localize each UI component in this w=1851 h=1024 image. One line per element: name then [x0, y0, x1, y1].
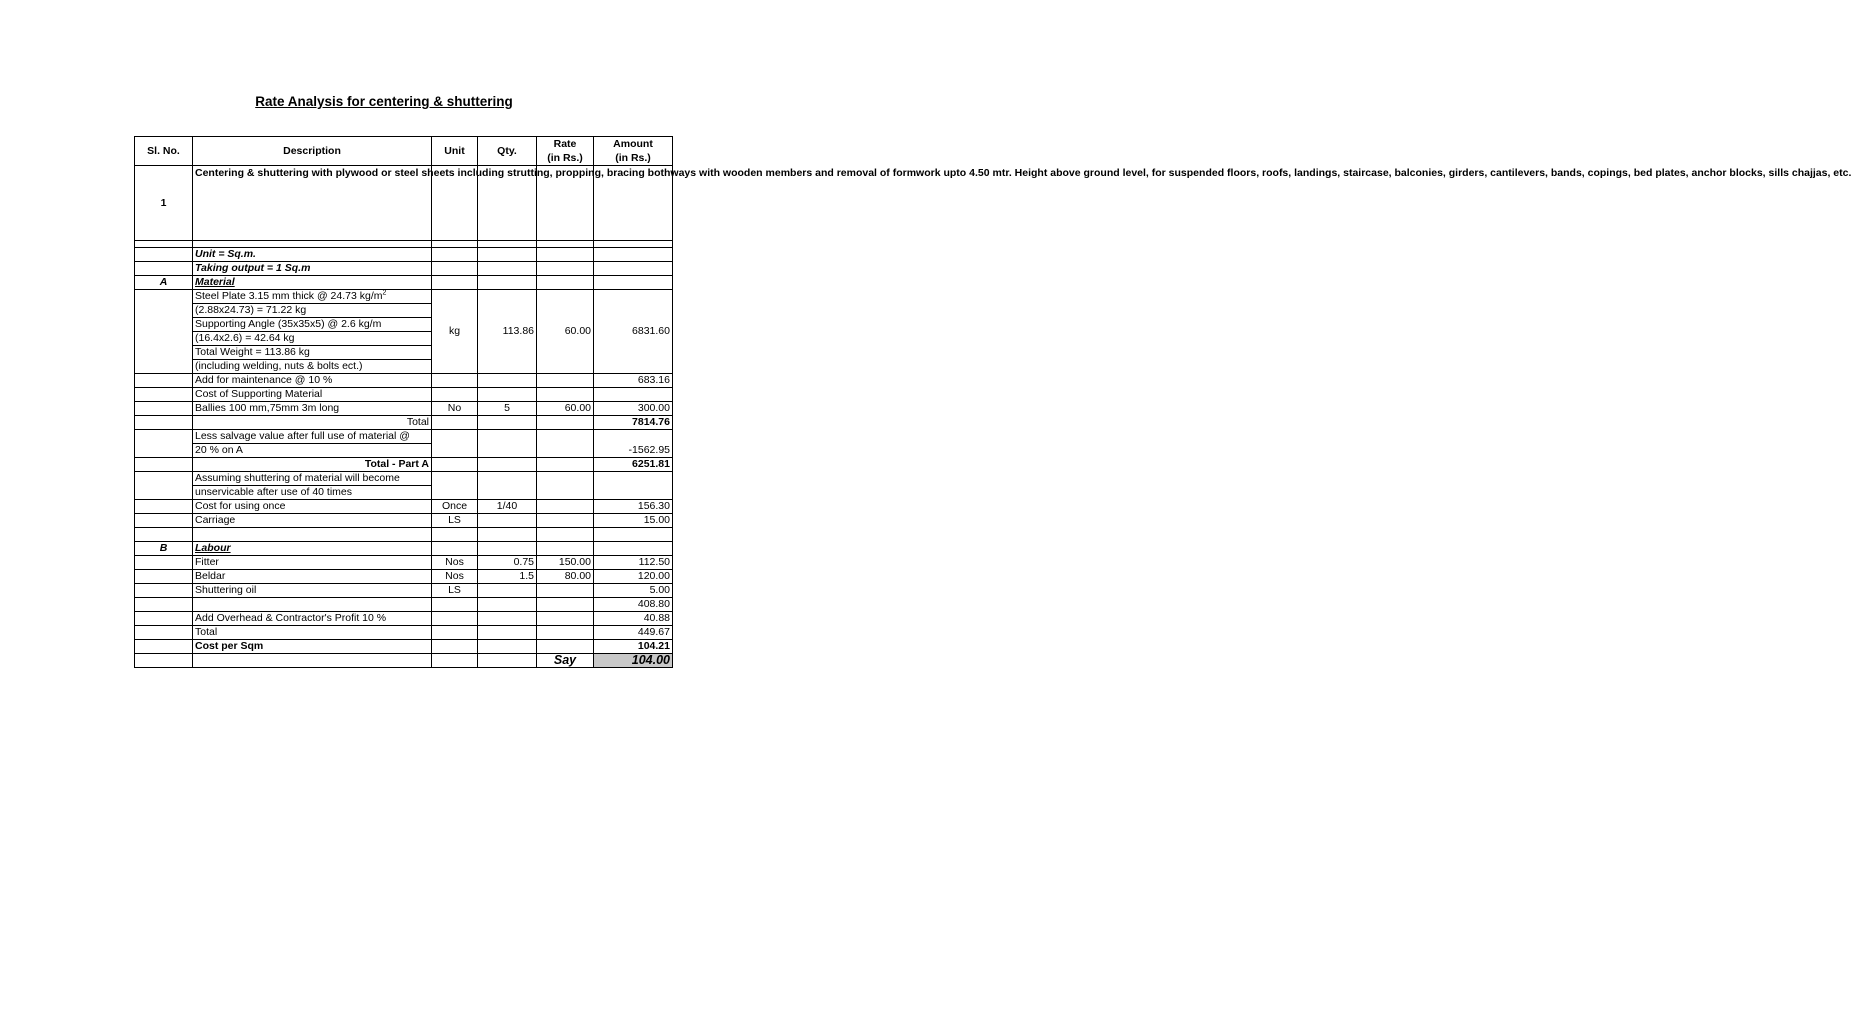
labour-unit: LS: [432, 584, 478, 598]
spacer-row: [135, 241, 673, 248]
maintenance-desc: Add for maintenance @ 10 %: [193, 374, 432, 388]
labour-rate: 80.00: [537, 570, 594, 584]
weight-amount: 6831.60: [594, 290, 673, 374]
part-a-heading-row: [135, 276, 673, 290]
total-part-a-amount: 6251.81: [594, 458, 673, 472]
steel-plate-calc: (2.88x24.73) = 71.22 kg: [193, 304, 432, 318]
carriage-row: [135, 514, 673, 528]
ballies-qty: 5: [478, 402, 537, 416]
output-line-row: [135, 262, 673, 276]
header-rate-line1: Rate: [553, 138, 577, 150]
header-amount-line2: (in Rs.): [615, 152, 651, 164]
labour-amount: 112.50: [594, 556, 673, 570]
maintenance-row: [135, 374, 673, 388]
cost-per-sqm-label: Cost per Sqm: [193, 640, 432, 654]
ballies-desc: Ballies 100 mm,75mm 3m long: [193, 402, 432, 416]
say-amount: 104.00: [594, 654, 673, 668]
assuming-row-2: [135, 486, 673, 500]
part-a-total-row: [135, 416, 673, 430]
labour-row: [135, 556, 673, 570]
steel-plate-text: Steel Plate 3.15 mm thick @ 24.73 kg/m: [195, 290, 383, 302]
labour-subtotal-row: [135, 598, 673, 612]
header-rate-line2: (in Rs.): [547, 152, 583, 164]
header-amount-line1: Amount: [613, 138, 653, 150]
blank-row: [135, 528, 673, 542]
labour-desc: Fitter: [193, 556, 432, 570]
header-row: [135, 137, 673, 166]
header-qty: Qty.: [478, 137, 537, 166]
unit-line-row: [135, 248, 673, 262]
header-amount: [594, 137, 673, 166]
ballies-row: [135, 402, 673, 416]
cost-once-desc: Cost for using once: [193, 500, 432, 514]
total-weight: Total Weight = 113.86 kg: [193, 346, 432, 360]
total-part-a-label: Total - Part A: [193, 458, 432, 472]
overhead-desc: Add Overhead & Contractor's Profit 10 %: [193, 612, 432, 626]
salvage-row-2: [135, 444, 673, 458]
overhead-row: [135, 612, 673, 626]
labour-amount: 120.00: [594, 570, 673, 584]
supporting-cost-row: [135, 388, 673, 402]
salvage-line-2: 20 % on A: [193, 444, 432, 458]
cost-once-unit: Once: [432, 500, 478, 514]
part-a-heading: Material: [193, 276, 432, 290]
weight-unit: kg: [432, 290, 478, 374]
labour-subtotal-amount: 408.80: [594, 598, 673, 612]
overhead-amount: 40.88: [594, 612, 673, 626]
labour-desc: Beldar: [193, 570, 432, 584]
cost-once-qty: 1/40: [478, 500, 537, 514]
labour-rate: [537, 584, 594, 598]
cost-once-amount: 156.30: [594, 500, 673, 514]
labour-desc: Shuttering oil: [193, 584, 432, 598]
cost-once-row: [135, 500, 673, 514]
assuming-line-1: Assuming shuttering of material will become: [193, 472, 432, 486]
salvage-line-1: Less salvage value after full use of material @: [193, 430, 432, 444]
say-row: [135, 654, 673, 668]
cost-per-sqm-amount: 104.21: [594, 640, 673, 654]
part-a-total-label: Total: [193, 416, 432, 430]
labour-qty: [478, 584, 537, 598]
assuming-row-1: [135, 472, 673, 486]
carriage-unit: LS: [432, 514, 478, 528]
header-unit: Unit: [432, 137, 478, 166]
header-description: Description: [193, 137, 432, 166]
labour-unit: Nos: [432, 570, 478, 584]
part-a-total-amount: 7814.76: [594, 416, 673, 430]
part-b-total-amount: 449.67: [594, 626, 673, 640]
salvage-row-1: [135, 430, 673, 444]
maintenance-amount: 683.16: [594, 374, 673, 388]
weight-qty: 113.86: [478, 290, 537, 374]
cost-per-sqm-row: [135, 640, 673, 654]
ballies-unit: No: [432, 402, 478, 416]
output-line: Taking output = 1 Sq.m: [193, 262, 432, 276]
header-sl-no: Sl. No.: [135, 137, 193, 166]
page-title: Rate Analysis for centering & shuttering: [255, 94, 513, 109]
part-a-label: A: [135, 276, 193, 290]
labour-row: [135, 584, 673, 598]
carriage-amount: 15.00: [594, 514, 673, 528]
labour-qty: 0.75: [478, 556, 537, 570]
labour-qty: 1.5: [478, 570, 537, 584]
header-rate: [537, 137, 594, 166]
item-sl-no: 1: [135, 166, 193, 241]
including-note: (including welding, nuts & bolts ect.): [193, 360, 432, 374]
weight-rate: 60.00: [537, 290, 594, 374]
part-b-heading-row: [135, 542, 673, 556]
labour-row: [135, 570, 673, 584]
assuming-line-2: unservicable after use of 40 times: [193, 486, 432, 500]
total-part-a-row: [135, 458, 673, 472]
angle-calc: (16.4x2.6) = 42.64 kg: [193, 332, 432, 346]
angle-desc: Supporting Angle (35x35x5) @ 2.6 kg/m: [193, 318, 432, 332]
ballies-amount: 300.00: [594, 402, 673, 416]
part-b-total-row: [135, 626, 673, 640]
part-b-total-label: Total: [193, 626, 432, 640]
labour-rate: 150.00: [537, 556, 594, 570]
steel-plate-row: [135, 290, 673, 304]
part-b-label: B: [135, 542, 193, 556]
steel-plate-sup: 2: [382, 289, 387, 297]
item-row: [135, 166, 673, 241]
ballies-rate: 60.00: [537, 402, 594, 416]
part-b-heading: Labour: [193, 542, 432, 556]
say-label: Say: [537, 654, 594, 668]
labour-unit: Nos: [432, 556, 478, 570]
carriage-desc: Carriage: [193, 514, 432, 528]
salvage-amount: -1562.95: [594, 444, 673, 458]
labour-amount: 5.00: [594, 584, 673, 598]
rate-analysis-table: [134, 136, 1851, 668]
unit-line: Unit = Sq.m.: [193, 248, 432, 262]
steel-plate-desc: [193, 290, 432, 304]
supporting-cost-desc: Cost of Supporting Material: [193, 388, 432, 402]
item-description: Centering & shuttering with plywood or steel sheets including strutting, propping, bracing bothways with wooden members and removal of formwork upto 4.50 mtr. Height above ground level, for suspended floors, roofs, landings, staircase, balconies, girders, cantilevers, bands, copings, bed plates, anchor blocks, sills chajjas, etc.: [193, 166, 432, 241]
